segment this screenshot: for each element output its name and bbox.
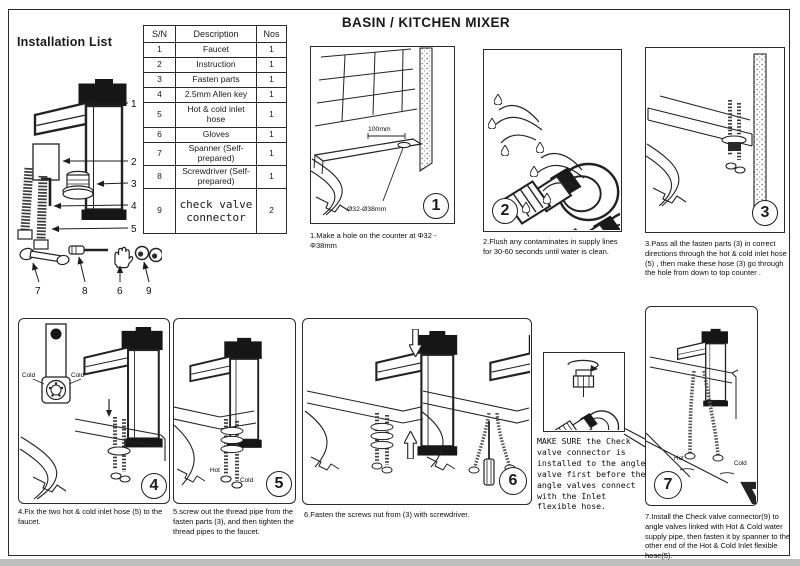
table-row [144, 43, 287, 58]
hole-leader-line [383, 148, 403, 201]
basin-curve [174, 425, 194, 485]
cell-sn: 5 [144, 103, 176, 128]
faucet-base-detail-inset [22, 324, 85, 403]
hot-label: Hot [674, 455, 684, 462]
instruction-sheet-illustration [33, 144, 59, 180]
sub-illustration-left [305, 329, 457, 473]
mounting-bracket [33, 477, 66, 492]
counter [314, 139, 421, 174]
col-header-nos: Nos [257, 26, 287, 43]
cold-label: Cold [734, 460, 747, 467]
cell-description: Screwdriver (Self-prepared) [176, 166, 257, 189]
basin-curve [646, 144, 679, 206]
hot-hose [690, 371, 694, 453]
cell-sn: 8 [144, 166, 176, 189]
step5-caption: 5.screw out the thread pipe from the fasten parts (3), and then tighten the thread pipes to the faucet. [173, 507, 294, 536]
col-header-sn: S/N [144, 26, 176, 43]
cold-label-right: Cold [71, 372, 85, 379]
fasten-part-illustration [63, 171, 93, 199]
callout-9: 9 [146, 286, 152, 297]
step3-number-badge: 3 [752, 200, 778, 226]
cell-sn: 9 [144, 189, 176, 234]
callout-6: 6 [117, 286, 123, 297]
step2-panel [483, 49, 622, 232]
table-row [144, 128, 287, 143]
cell-description: Hot & cold inlet hose [176, 103, 257, 128]
table-row [144, 58, 287, 73]
note-callout-lines [623, 414, 647, 458]
step6-panel [302, 318, 532, 505]
table-header-row [144, 26, 287, 43]
step7-panel [645, 306, 758, 506]
step1-caption: 1.Make a hole on the counter at Φ32 - Φ38mm [310, 231, 437, 250]
step1-panel [310, 46, 455, 224]
table-row [144, 166, 287, 189]
callout-5: 5 [131, 224, 137, 235]
cell-sn: 3 [144, 73, 176, 88]
cell-nos: 2 [257, 189, 287, 234]
step4-number-badge: 4 [141, 473, 167, 499]
page-title: BASIN / KITCHEN MIXER [341, 15, 511, 30]
step1-number-badge: 1 [423, 193, 449, 219]
tiled-wall [315, 49, 417, 126]
callout-7: 7 [35, 286, 41, 297]
cell-nos: 1 [257, 103, 287, 128]
spanner-illustration [19, 247, 70, 266]
cell-description: Fasten parts [176, 73, 257, 88]
table-row [144, 88, 287, 103]
check-valve-note-text: MAKE SURE the Check valve connector is installed to the angle valve first before the angle valves connect with the Inlet flexible hose. [537, 436, 646, 512]
cell-sn: 7 [144, 143, 176, 166]
hot-label: Hot [210, 467, 220, 474]
installation-parts-illustration [12, 52, 162, 297]
glove-illustration [115, 247, 133, 267]
screwdriver-illustration [69, 246, 108, 254]
table-row [144, 73, 287, 88]
table-row [144, 143, 287, 166]
step7-number-badge: 7 [654, 471, 682, 499]
wall-section [754, 54, 766, 212]
step6-caption: 6.Fasten the screws nut from (3) with screwdriver. [304, 510, 470, 519]
cell-description: 2.5mm Allen key [176, 88, 257, 103]
fasten-parts [722, 100, 746, 173]
col-header-description: Description [176, 26, 257, 43]
cell-sn: 1 [144, 43, 176, 58]
table-row [144, 103, 287, 128]
cell-nos: 1 [257, 128, 287, 143]
step3-caption: 3.Pass all the fasten parts (3) in correct directions through the hot & cold inlet hose (5) , then make these hose (3) go through the hole from down to top counter . [645, 239, 787, 278]
cell-nos: 1 [257, 73, 287, 88]
cell-description: Instruction [176, 58, 257, 73]
step3-panel [645, 47, 785, 233]
cold-label-left: Cold [22, 372, 36, 379]
cell-nos: 1 [257, 143, 287, 166]
mounting-bracket [653, 188, 686, 203]
callout-8: 8 [82, 286, 88, 297]
step4-panel [18, 318, 170, 504]
installation-list-title: Installation List [17, 35, 113, 49]
cell-sn: 2 [144, 58, 176, 73]
hole-diameter-label: Ø32-Ø38mm [347, 206, 387, 213]
step5-number-badge: 5 [266, 471, 292, 497]
cell-description: Spanner (Self-prepared) [176, 143, 257, 166]
step5-panel [173, 318, 296, 504]
cell-description: Gloves [176, 128, 257, 143]
screwdriver-illustration [484, 421, 494, 485]
table-row [144, 189, 287, 234]
cell-description: Faucet [176, 43, 257, 58]
svg-text:100mm: 100mm [368, 126, 391, 133]
step4-caption: 4.Fix the two hot & cold inlet hose (5) to the faucet. [18, 507, 163, 526]
check-valve-connectors-illustration [136, 247, 163, 262]
cell-sn: 6 [144, 128, 176, 143]
check-valve-connector [574, 370, 594, 397]
check-valve-note-box [543, 352, 625, 432]
callout-4: 4 [131, 201, 137, 212]
wall-section [420, 48, 432, 171]
dimension-100mm [368, 126, 405, 139]
step2-caption: 2.Flush any contaminates in supply lines for 30-60 seconds until water is clean. [483, 237, 618, 256]
cell-sn: 4 [144, 88, 176, 103]
basin-curve [20, 437, 57, 499]
callout-3: 3 [131, 179, 137, 190]
angle-valve-illustration [554, 411, 619, 430]
cell-description: check valve connector [176, 189, 257, 234]
cell-nos: 1 [257, 58, 287, 73]
cell-nos: 1 [257, 88, 287, 103]
cell-nos: 1 [257, 43, 287, 58]
down-arrow [746, 385, 756, 504]
cold-label: Cold [240, 477, 254, 484]
callout-2: 2 [131, 157, 137, 168]
step7-caption: 7.Install the Check valve connector(9) to angle valves linked with Hot & Cold water supply pipe, then fasten it by spanner to the other end of the Hot & Cold Inlet flexible hose(5). [645, 512, 791, 560]
cell-nos: 1 [257, 166, 287, 189]
check-valve-note-illustration [544, 353, 623, 430]
callout-1: 1 [131, 99, 137, 110]
parts-table [143, 25, 287, 234]
step6-number-badge: 6 [499, 467, 527, 495]
step6-illustration [303, 319, 530, 503]
step2-number-badge: 2 [492, 198, 518, 224]
